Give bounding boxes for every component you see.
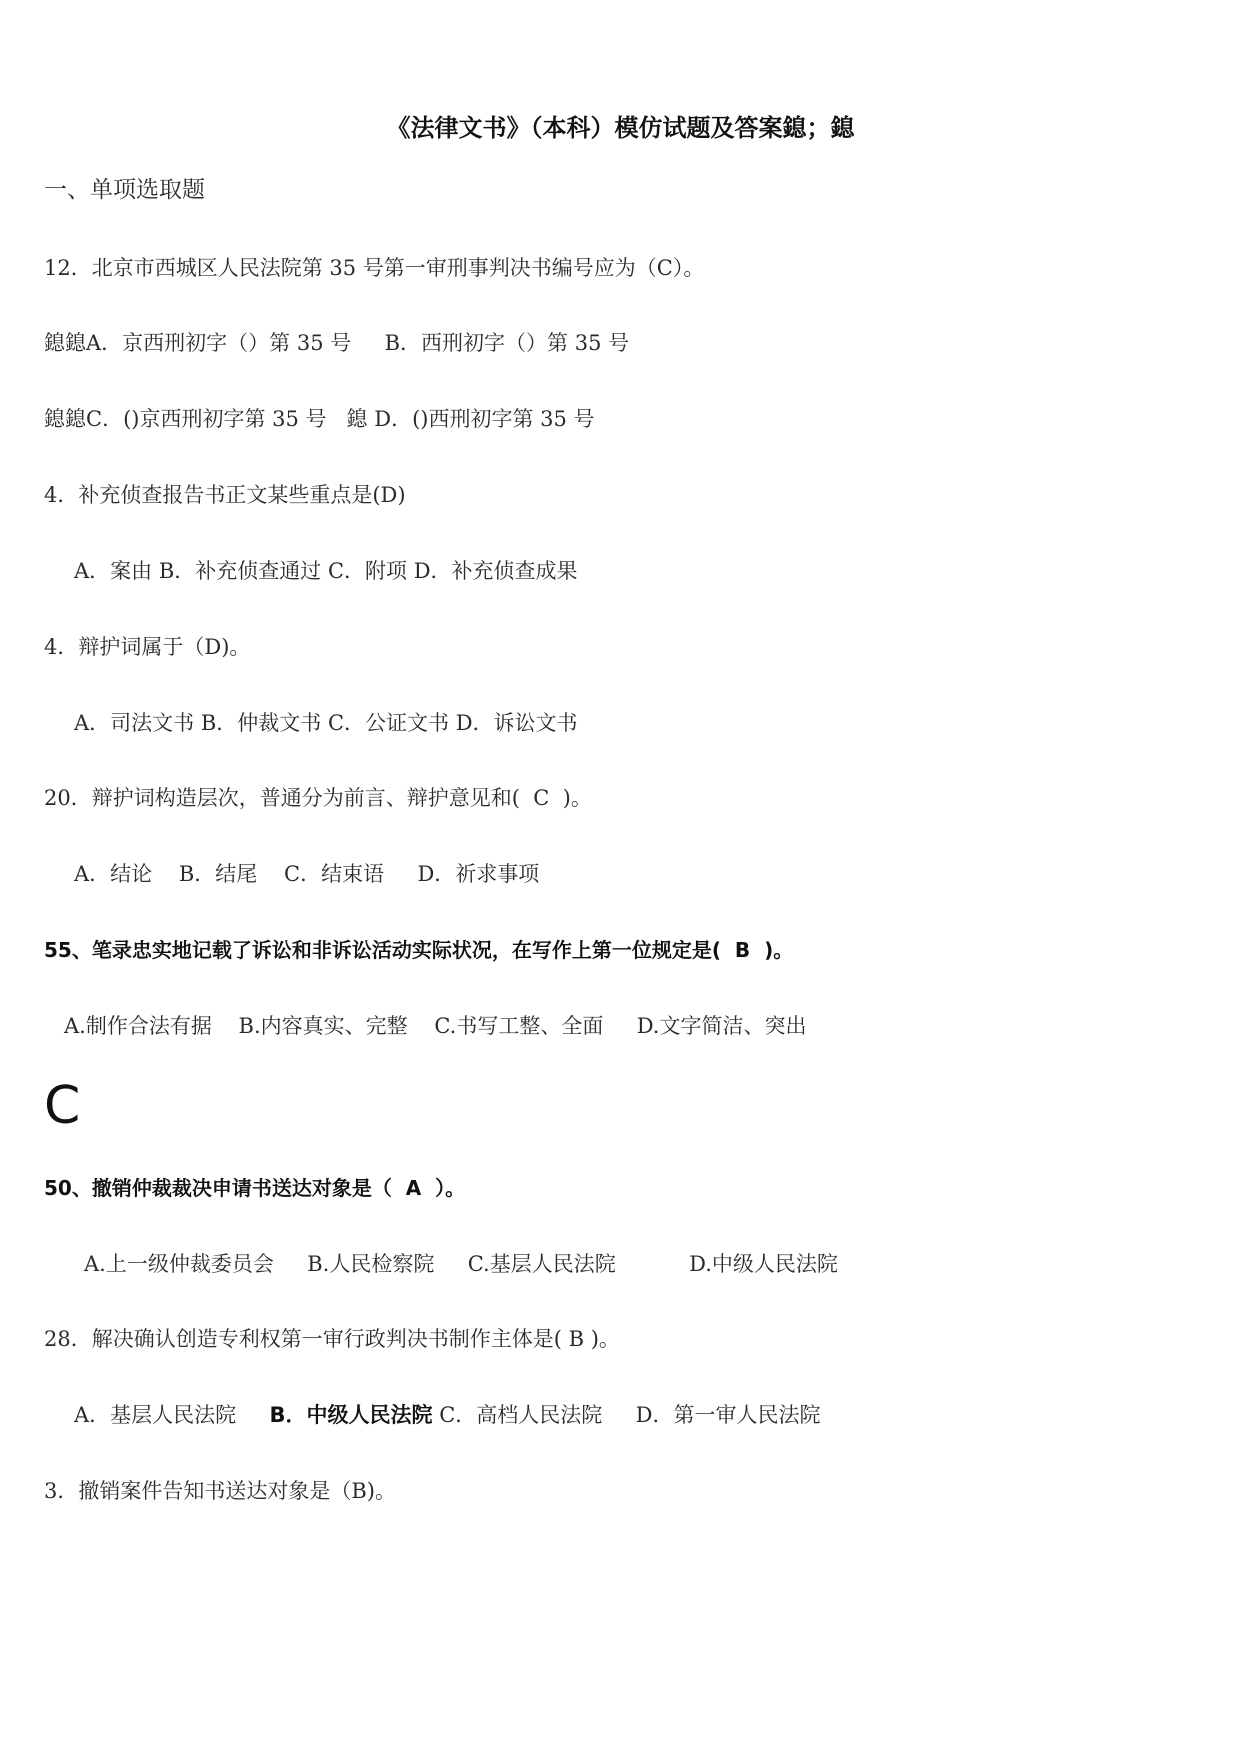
question-28: 28．解决确认创造专利权第一审行政判决书制作主体是( B )。 (44, 1327, 620, 1351)
question-55-options: A.制作合法有据 B.内容真实、完整 C.书写工整、全面 D.文字简洁、突出 (64, 1014, 807, 1038)
question-28-options (74, 1401, 821, 1429)
question-28-option-b: B．中级人民法院 (269, 1403, 433, 1427)
question-55: 55、笔录忠实地记载了诉讼和非诉讼活动实际状况，在写作上第一位规定是( B )。 (44, 938, 794, 962)
question-4-defense-statement-options: A．司法文书 B．仲裁文书 C．公证文书 D．诉讼文书 (74, 711, 578, 735)
question-20: 20．辩护词构造层次，普通分为前言、辩护意见和( C )。 (44, 786, 592, 810)
question-50: 50、撤销仲裁裁决申请书送达对象是（ A ）。 (44, 1176, 466, 1200)
document-title: 《法律文书》（本科）模仿试题及答案鎴；鎴 (386, 114, 855, 142)
question-20-options: A．结论 B．结尾 C．结束语 D．祈求事项 (74, 862, 540, 886)
question-4-supplementary-report-options: A．案由 B．补充侦查通过 C．附项 D．补充侦查成果 (74, 559, 578, 583)
question-12: 12．北京市西城区人民法院第 35 号第一审刑事判决书编号应为（C）。 (44, 256, 705, 280)
question-3: 3．撤销案件告知书送达对象是（B)。 (44, 1479, 396, 1503)
standalone-answer-letter: C (44, 1076, 81, 1136)
section-heading-single-choice: 一、单项选取题 (44, 177, 205, 203)
question-28-option-a: A．基层人民法院 (74, 1403, 270, 1427)
question-50-options: A.上一级仲裁委员会 B.人民检察院 C.基层人民法院 D.中级人民法院 (84, 1252, 838, 1276)
question-12-options-cd: 鎴鎴C．()京西刑初字第 35 号 鎴 D．()西刑初字第 35 号 (44, 407, 595, 431)
question-4-supplementary-report: 4．补充侦查报告书正文某些重点是(D) (44, 483, 406, 507)
question-28-option-cd: C．高档人民法院 D．第一审人民法院 (432, 1403, 821, 1427)
question-12-options-ab: 鎴鎴A．京西刑初字（）第 35 号 B．西刑初字（）第 35 号 (44, 331, 630, 355)
question-4-defense-statement: 4．辩护词属于（D)。 (44, 635, 251, 659)
